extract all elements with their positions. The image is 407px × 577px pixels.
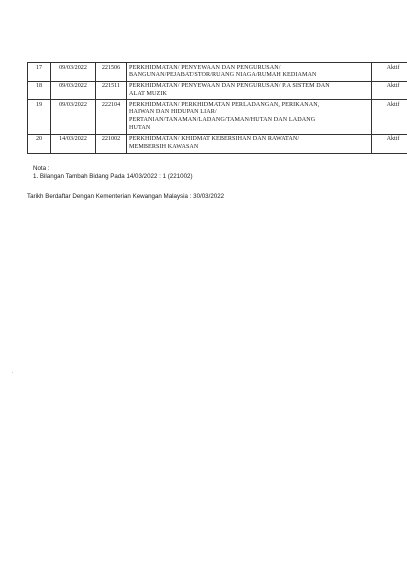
description-line: HAIWAN DAN HIDUPAN LIAR/ [129, 109, 217, 116]
table-row [28, 81, 407, 100]
note-item: 1. Bilangan Tambah Bidang Pada 14/03/2022 : 1 (221002) [33, 173, 193, 180]
table-row [28, 134, 407, 154]
scan-speck [12, 372, 13, 373]
row-description [127, 100, 372, 135]
registration-field-table [27, 62, 407, 154]
row-date: 09/03/2022 [51, 63, 96, 82]
row-description [127, 81, 372, 100]
description-line: HUTAN [129, 124, 151, 131]
row-date: 09/03/2022 [51, 100, 96, 135]
row-status: Aktif [372, 81, 407, 100]
description-line: MEMBERSIH KAWASAN [129, 143, 199, 150]
row-date: 14/03/2022 [51, 134, 96, 154]
table-row [28, 100, 407, 135]
row-status: Aktif [372, 134, 407, 154]
description-line: PERKHIDMATAN/ PENYEWAAN DAN PENGURUSAN/ P.A SISTEM DAN [129, 83, 330, 90]
row-number: 19 [28, 100, 51, 135]
row-code: 222104 [96, 100, 127, 135]
row-number: 17 [28, 63, 51, 82]
row-number: 20 [28, 134, 51, 154]
description-line: PERTANIAN/TANAMAN/LADANG/TAMAN/HUTAN DAN LADANG [129, 117, 316, 124]
registration-date-line: Tarikh Berdaftar Dengan Kementerian Kewangan Malaysia : 30/03/2022 [27, 193, 225, 200]
row-number: 18 [28, 81, 51, 100]
row-status: Aktif [372, 100, 407, 135]
description-line: BANGUNAN/PEJABAT/STOR/RUANG NIAGA/RUMAH KEDIAMAN [129, 72, 317, 79]
description-line: ALAT MUZIK [129, 90, 167, 97]
row-code: 221511 [96, 81, 127, 100]
row-date: 09/03/2022 [51, 81, 96, 100]
row-code: 221002 [96, 134, 127, 154]
row-description [127, 134, 372, 154]
description-line: PERKHIDMATAN/ PERKHIDMATAN PERLADANGAN, PERIKANAN, [129, 101, 320, 108]
row-code: 221506 [96, 63, 127, 82]
table-row [28, 63, 407, 82]
description-line: PERKHIDMATAN/ PENYEWAAN DAN PENGURUSAN/ [129, 64, 281, 71]
row-description [127, 63, 372, 82]
description-line: PERKHIDMATAN/ KHIDMAT KEBERSIHAN DAN RAWATAN/ [129, 136, 300, 143]
row-status: Aktif [372, 63, 407, 82]
note-heading: Nota : [33, 165, 50, 172]
